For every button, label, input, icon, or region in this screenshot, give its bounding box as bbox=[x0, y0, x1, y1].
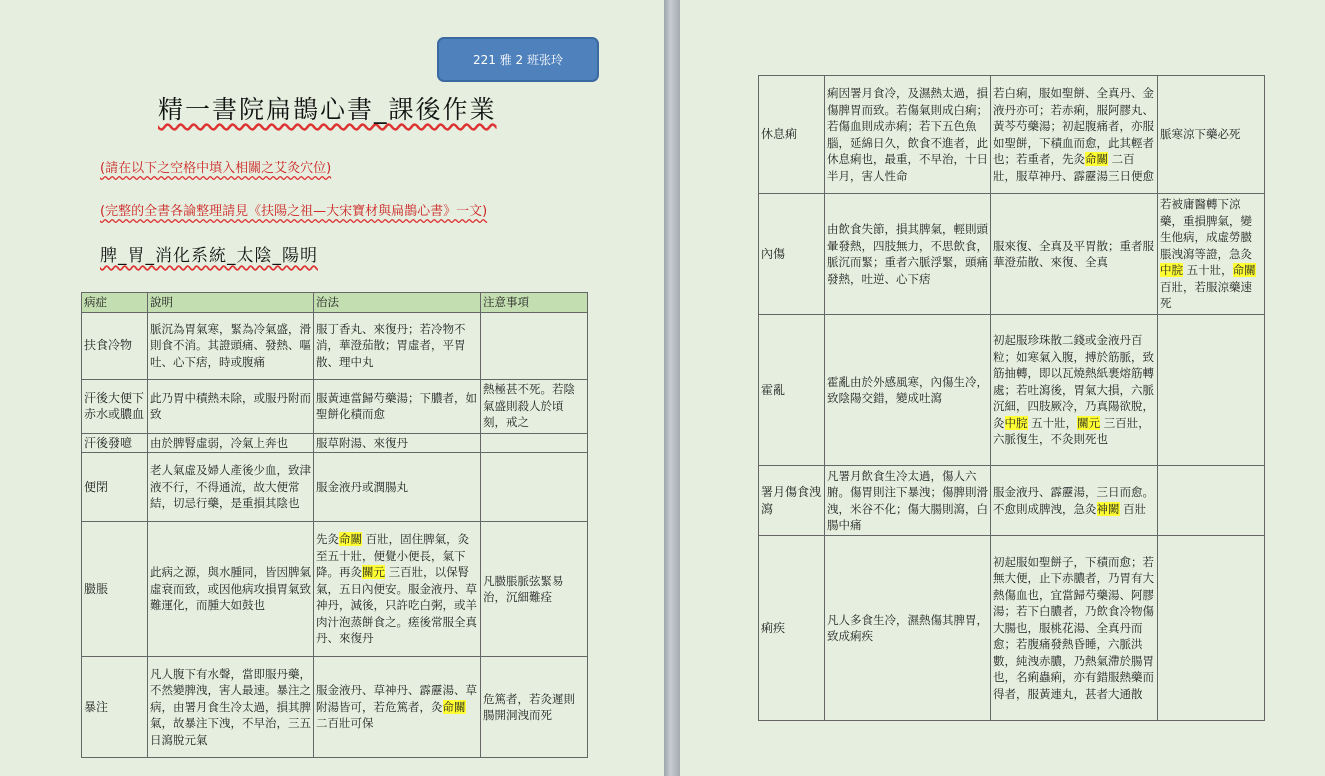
table-row bbox=[759, 194, 1265, 315]
disease-name-cell[interactable]: 內傷 bbox=[759, 194, 825, 315]
name-box[interactable]: 221 雅 2 班张玲 bbox=[437, 37, 599, 82]
acupoint-highlight: 命關 bbox=[1085, 152, 1108, 166]
disease-name-cell[interactable]: 痢疾 bbox=[759, 536, 825, 721]
treatment-cell[interactable]: 先灸命關 百壯，固住脾氣，灸至五十壯，便覺小便長，氣下降。再灸關元 三百壯，以保腎氣，五日內便安。服金液丹、草神丹，減後，只許吃白粥，或羊肉汁泡蒸餅食之。瘥後常服全真丹、來復丹 bbox=[314, 522, 481, 657]
description-cell[interactable]: 痢因署月食冷，及濕熱太過，損傷脾胃而致。若傷氣則成白痢；若傷血則成赤痢；若下五色魚腦，延綿日久，飲食不進者，此休息痢也，最重，不早治，十日半月，害人性命 bbox=[825, 76, 991, 194]
acupoint-highlight: 中脘 bbox=[1004, 415, 1028, 430]
notes-cell[interactable]: 脈寒涼下藥必死 bbox=[1158, 76, 1265, 194]
disease-name-cell[interactable]: 休息痢 bbox=[759, 76, 825, 194]
disease-name-cell[interactable]: 汗後大便下赤水或膿血 bbox=[82, 379, 148, 433]
table-row bbox=[82, 433, 588, 453]
col-header-description: 說明 bbox=[148, 293, 314, 313]
description-cell[interactable]: 由於脾腎虛弱，冷氣上奔也 bbox=[148, 433, 314, 453]
table-row bbox=[759, 466, 1265, 536]
reference-note: (完整的全書各論整理請見《扶陽之祖—大宋寶材與扁鵲心書》一文) bbox=[100, 204, 488, 219]
notes-cell[interactable]: 熱極甚不死。若陰氣盛則殺人於頃刻，戒之 bbox=[481, 379, 588, 433]
treatment-cell[interactable]: 服金液丹、草神丹、霹靂湯、草附湯皆可，若危篤者，灸命關 二百壯可保 bbox=[314, 657, 481, 758]
table-right bbox=[758, 75, 1265, 721]
notes-cell[interactable]: 若被庸醫轉下涼藥，重損脾氣，變生他病，成虛勞臌脹洩瀉等證，急灸中脘 五十壯，命關 百壯，若服涼藥速死 bbox=[1158, 194, 1265, 315]
page-divider bbox=[664, 0, 680, 776]
table-row bbox=[82, 312, 588, 379]
description-cell[interactable]: 老人氣虛及婦人產後少血，致津液不行，不得通流，故大便常結，切忌行藥，是重損其陰也 bbox=[148, 453, 314, 522]
treatment-cell[interactable]: 若白痢，服如聖餅、全真丹、金液丹亦可；若赤痢，服阿膠丸、黃芩芍藥湯；初起腹痛者，亦服如聖餅，下積血而愈，此其輕者也；若重者，先灸命關 二百壯，服草神丹、霹靂湯三日便愈 bbox=[991, 76, 1158, 194]
table-row bbox=[82, 522, 588, 657]
description-cell[interactable]: 凡署月飲食生冷太過，傷人六腑。傷胃則注下暴洩；傷脾則滑洩，米谷不化；傷大腸則瀉，白腸中痛 bbox=[825, 466, 991, 536]
treatment-cell[interactable]: 服丁香丸、來復丹；若冷物不消，華澄茄散；胃虛者，平胃散、理中丸 bbox=[314, 312, 481, 379]
page-title: 精一書院扁鵲心書_課後作業 bbox=[158, 95, 497, 124]
table-header-row bbox=[82, 293, 588, 313]
col-header-disease: 病症 bbox=[82, 293, 148, 313]
description-cell[interactable]: 此病之源，與水腫同，皆因脾氣虛衰而致，或因他病攻損胃氣致難運化，而腫大如鼓也 bbox=[148, 522, 314, 657]
disease-name-cell[interactable]: 扶食冷物 bbox=[82, 312, 148, 379]
acupoint-highlight: 神闕 bbox=[1096, 501, 1120, 516]
acupoint-highlight: 命關 bbox=[339, 532, 362, 547]
col-header-notes: 注意事項 bbox=[481, 293, 588, 313]
description-cell[interactable]: 霍亂由於外感風寒，內傷生冷，致陰陽交錯，變成吐瀉 bbox=[825, 315, 991, 466]
instruction-note: (請在以下之空格中填入相關之艾灸穴位) bbox=[100, 161, 332, 176]
disease-name-cell[interactable]: 霍亂 bbox=[759, 315, 825, 466]
acupoint-highlight: 命關 bbox=[1232, 263, 1256, 278]
disease-name-cell[interactable]: 暴注 bbox=[82, 657, 148, 758]
notes-cell[interactable]: 凡臌脹脈弦緊易治，沉細難痊 bbox=[481, 522, 588, 657]
disease-name-cell[interactable]: 便閉 bbox=[82, 453, 148, 522]
acupoint-highlight: 中脘 bbox=[1160, 263, 1183, 278]
treatment-cell[interactable]: 服草附湯、來復丹 bbox=[314, 433, 481, 453]
description-cell[interactable]: 此乃胃中積熱未除，或服丹附而致 bbox=[148, 379, 314, 433]
acupoint-highlight: 關元 bbox=[1077, 415, 1101, 430]
description-cell[interactable]: 凡人多食生冷，濕熱傷其脾胃，致成痢疾 bbox=[825, 536, 991, 721]
description-cell[interactable]: 凡人腹下有水聲，當即服丹藥，不然變脾洩，害人最速。暴注之病，由署月食生冷太過，損其脾氣，故暴注下洩，不早治，三五日瀉脫元氣 bbox=[148, 657, 314, 758]
table-row bbox=[759, 76, 1265, 194]
disease-name-cell[interactable]: 臌脹 bbox=[82, 522, 148, 657]
notes-cell[interactable]: 危篤者，若灸遲則腸開洞洩而死 bbox=[481, 657, 588, 758]
table-row bbox=[759, 536, 1265, 721]
treatment-cell[interactable]: 服黃連當歸芍藥湯；下膿者，如聖餅化積而愈 bbox=[314, 379, 481, 433]
table-row bbox=[82, 657, 588, 758]
notes-cell[interactable] bbox=[1158, 536, 1265, 721]
disease-name-cell[interactable]: 汗後發噫 bbox=[82, 433, 148, 453]
table-left bbox=[81, 292, 588, 758]
notes-cell[interactable] bbox=[481, 312, 588, 379]
acupoint-highlight: 命關 bbox=[442, 699, 466, 714]
treatment-cell[interactable]: 初起服珍珠散二錢或金液丹百粒；如寒氣入腹，搏於筋脈，致筋抽轉，即以瓦燒熱紙裹熔筋轉處；若吐瀉後，胃氣大損，六脈沉細，四肢厥冷，乃真陽欲脫，灸中脘 五十壯，關元 三百壯，六脈復生，不灸則死也 bbox=[991, 315, 1158, 466]
notes-cell[interactable] bbox=[481, 453, 588, 522]
description-cell[interactable]: 脈沉為胃氣寒，緊為冷氣盛，滑則食不消。其證頭痛、發熱、嘔吐、心下痞，時或腹痛 bbox=[148, 312, 314, 379]
notes-cell[interactable] bbox=[481, 433, 588, 453]
notes-cell[interactable] bbox=[1158, 315, 1265, 466]
treatment-cell[interactable]: 服金液丹或潤腸丸 bbox=[314, 453, 481, 522]
table-row bbox=[82, 453, 588, 522]
treatment-cell[interactable]: 服來復、全真及平胃散；重者服華澄茄散、來復、全真 bbox=[991, 194, 1158, 315]
notes-cell[interactable] bbox=[1158, 466, 1265, 536]
section-subtitle: 脾_胃_消化系統_太陰_陽明 bbox=[100, 246, 318, 266]
acupoint-highlight: 關元 bbox=[362, 565, 385, 580]
disease-name-cell[interactable]: 署月傷食洩瀉 bbox=[759, 466, 825, 536]
treatment-cell[interactable]: 初起服如聖餅子，下積而愈；若無大便，止下赤膿者，乃胃有大熱傷血也，宜當歸芍藥湯、阿膠湯；若下白膿者，乃飲食冷物傷大腸也，服桃花湯、全真丹而愈；若腹痛發熱昏睡，六脈洪數，純洩赤膿，乃熱氣滯於腸胃也，名痢蟲痢，亦有錯服熱藥而得者，服黃連丸，甚者大通散 bbox=[991, 536, 1158, 721]
treatment-cell[interactable]: 服金液丹、霹靂湯，三日而愈。不愈則成脾洩，急灸神闕 百壯 bbox=[991, 466, 1158, 536]
description-cell[interactable]: 由飲食失節，損其脾氣，輕則頭暈發熱，四肢無力，不思飲食，脈沉而緊；重者六脈浮緊，頭痛發熱，吐逆、心下痞 bbox=[825, 194, 991, 315]
table-row bbox=[82, 379, 588, 433]
table-row bbox=[759, 315, 1265, 466]
col-header-treatment: 治法 bbox=[314, 293, 481, 313]
